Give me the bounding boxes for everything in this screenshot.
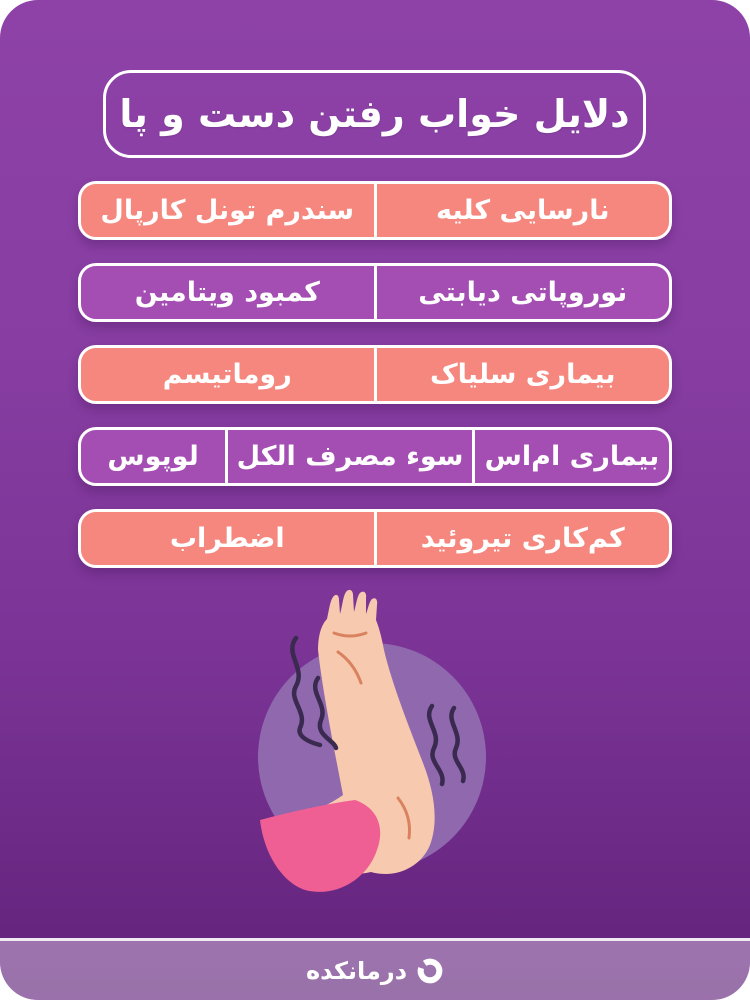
arm-illustration	[230, 588, 530, 910]
cause-cell	[81, 184, 377, 237]
cause-label: سندرم تونل کارپال	[100, 195, 355, 226]
cause-label: بیماری ام‌اس	[484, 441, 660, 472]
darmankade-logo-icon	[416, 957, 444, 985]
cause-label: نوروپاتی دیابتی	[418, 277, 628, 308]
page-title: دلایل خواب رفتن دست و پا	[119, 92, 630, 136]
cause-label: بیماری سلیاک	[430, 359, 616, 390]
cause-label: روماتیسم	[162, 359, 292, 390]
footer-bar	[0, 938, 750, 1000]
cause-cell	[81, 430, 228, 483]
cause-cell	[475, 430, 669, 483]
cause-label: کمبود ویتامین	[134, 277, 320, 308]
cause-cell	[81, 348, 377, 401]
cause-label: لوپوس	[107, 441, 199, 472]
cause-cell	[81, 512, 377, 565]
cause-label: اضطراب	[169, 523, 285, 554]
cause-row	[78, 509, 672, 568]
cause-row	[78, 263, 672, 322]
cause-label: سوء مصرف الکل	[236, 441, 464, 472]
cause-cell	[377, 512, 670, 565]
cause-label: کم‌کاری تیروئید	[420, 523, 625, 554]
cause-label: نارسایی کلیه	[436, 195, 610, 226]
cause-cell	[377, 184, 670, 237]
title-box	[103, 70, 646, 158]
cause-cell	[228, 430, 475, 483]
cause-row	[78, 345, 672, 404]
cause-cell	[377, 348, 670, 401]
brand-name: درمانکده	[306, 956, 408, 985]
cause-row	[78, 427, 672, 486]
cause-cell	[377, 266, 670, 319]
cause-cell	[81, 266, 377, 319]
cause-rows	[78, 181, 672, 568]
cause-row	[78, 181, 672, 240]
